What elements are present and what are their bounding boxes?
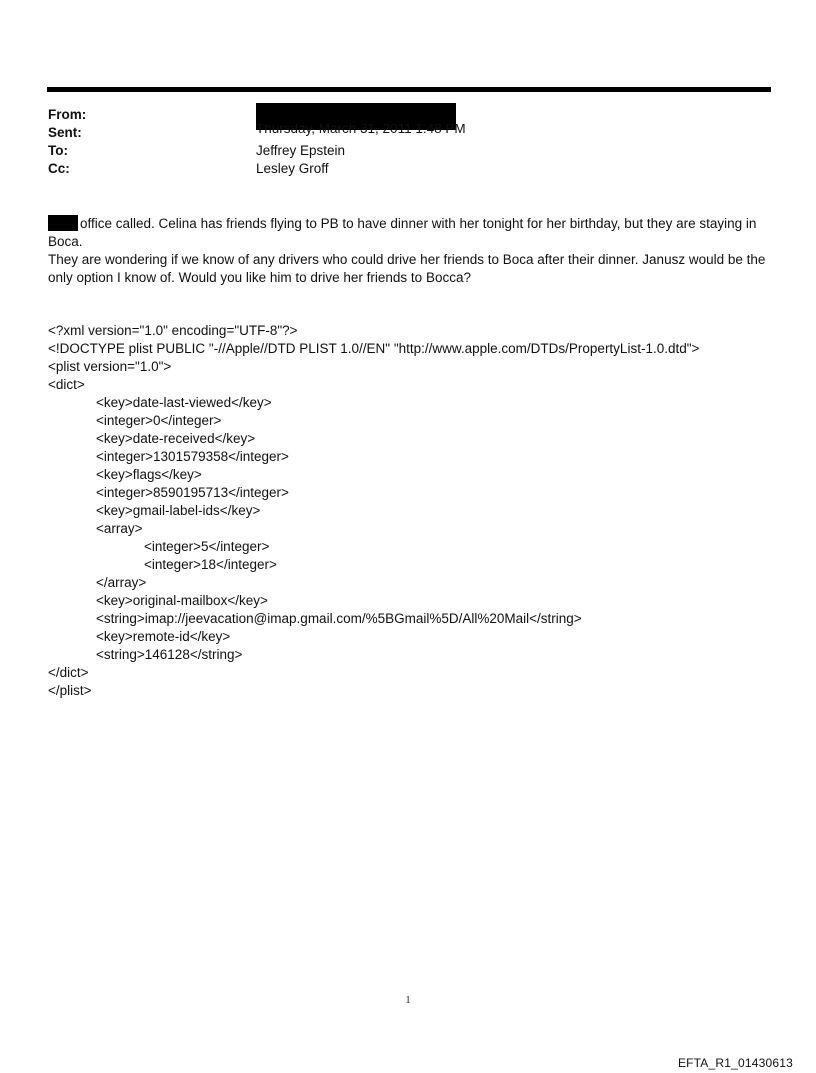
xml-line: <?xml version="1.0" encoding="UTF-8"?> <box>48 323 298 338</box>
cc-row <box>48 160 768 178</box>
page-number: 1 <box>405 995 411 1006</box>
sent-row <box>48 124 768 142</box>
xml-line: <array> <box>96 521 143 536</box>
redaction-box <box>48 215 78 231</box>
from-row <box>48 106 768 124</box>
body-paragraph-2: They are wondering if we know of any drivers who could drive her friends to Boca after their dinner. Janusz would be the only option I know of. Would you like him to drive her friends to Bocca? <box>48 252 766 285</box>
plist-metadata <box>48 322 768 700</box>
email-header <box>48 106 768 178</box>
cc-value: Lesley Groff <box>256 161 329 176</box>
email-body <box>48 215 770 287</box>
xml-line: </plist> <box>48 683 92 698</box>
xml-line: <dict> <box>48 377 85 392</box>
to-label: To: <box>48 143 68 158</box>
xml-line: <integer>1301579358</integer> <box>96 449 289 464</box>
xml-line: </dict> <box>48 665 89 680</box>
sent-label: Sent: <box>48 125 82 140</box>
xml-line: <key>flags</key> <box>96 467 202 482</box>
to-value: Jeffrey Epstein <box>256 143 346 158</box>
xml-line: <integer>8590195713</integer> <box>96 485 289 500</box>
xml-line: <key>date-last-viewed</key> <box>96 395 272 410</box>
body-paragraph-1 <box>48 215 770 251</box>
cc-label: Cc: <box>48 161 70 176</box>
xml-line: <integer>18</integer> <box>144 557 277 572</box>
sent-value: Thursday, March 31, 2011 1:48 PM <box>256 124 466 136</box>
xml-line: <key>gmail-label-ids</key> <box>96 503 261 518</box>
bates-number: EFTA_R1_01430613 <box>677 1056 793 1070</box>
xml-line: <plist version="1.0"> <box>48 359 172 374</box>
xml-line: <!DOCTYPE plist PUBLIC "-//Apple//DTD PLIST 1.0//EN" "http://www.apple.com/DTDs/PropertyList-1.0.dtd"> <box>48 341 700 356</box>
xml-line: <string>imap://jeevacation@imap.gmail.com/%5BGmail%5D/All%20Mail</string> <box>96 611 582 626</box>
xml-line: <integer>0</integer> <box>96 413 222 428</box>
xml-line: </array> <box>96 575 147 590</box>
xml-line: <key>remote-id</key> <box>96 629 231 644</box>
from-label: From: <box>48 107 87 122</box>
xml-line: <key>date-received</key> <box>96 431 256 446</box>
xml-line: <string>146128</string> <box>96 647 243 662</box>
xml-line: <key>original-mailbox</key> <box>96 593 268 608</box>
xml-line: <integer>5</integer> <box>144 539 270 554</box>
body-line-1: office called. Celina has friends flying to PB to have dinner with her tonight for her birthday, but they are staying in Boca. <box>48 216 757 249</box>
header-divider <box>47 87 771 92</box>
to-row <box>48 142 768 160</box>
